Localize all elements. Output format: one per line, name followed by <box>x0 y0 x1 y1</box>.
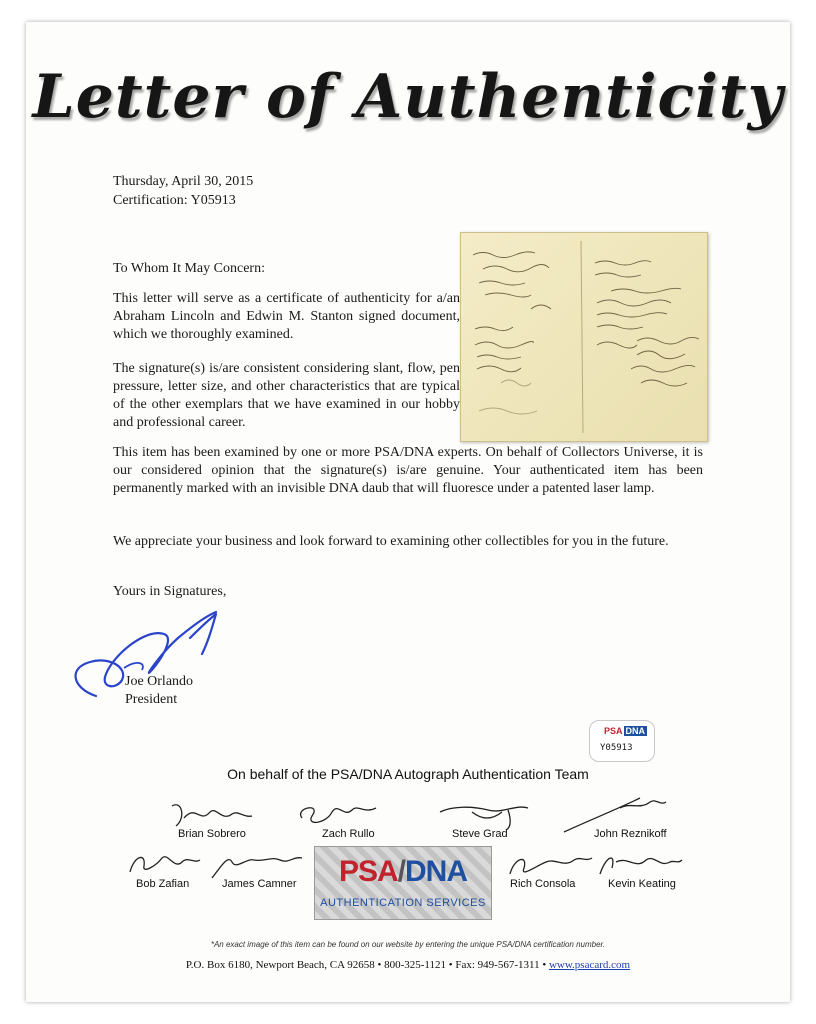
psa-dna-logo <box>314 846 492 920</box>
website-link[interactable]: www.psacard.com <box>548 959 631 971</box>
letter-date: Thursday, April 30, 2015 <box>113 174 254 189</box>
team-member-5: Bob Zafian <box>136 878 190 890</box>
logo-dna: DNA <box>405 855 468 888</box>
team-member-3: Steve Grad <box>452 828 508 840</box>
letter-paragraph-4: We appreciate your business and look forward to examining other collectibles for you in the future. <box>113 534 669 549</box>
signed-document-image <box>460 232 708 442</box>
team-member-1: Brian Sobrero <box>178 828 246 840</box>
cert-label-logo <box>604 726 647 736</box>
footer-address-text: P.O. Box 6180, Newport Beach, CA 92658 • 800-325-1121 • Fax: 949-567-1311 • <box>185 959 549 971</box>
psa-dna-wordmark <box>315 855 491 889</box>
signature-bob-zafian <box>122 848 202 880</box>
letter-page <box>26 22 790 1002</box>
signature-zach-rullo <box>292 798 382 832</box>
certification-number: Certification: Y05913 <box>113 193 236 208</box>
letter-closing: Yours in Signatures, <box>113 584 227 599</box>
document-handwriting <box>461 233 707 441</box>
signer-title: President <box>125 692 178 707</box>
team-heading: On behalf of the PSA/DNA Autograph Authentication Team <box>227 766 589 782</box>
logo-slash: / <box>397 855 406 888</box>
letter-paragraph-1: This letter will serve as a certificate of authenticity for a/an Abraham Lincoln and Edwin M. Stanton signed document, which we thoroughly examined. <box>113 291 460 342</box>
letter-greeting: To Whom It May Concern: <box>113 261 265 276</box>
signature-brian-sobrero <box>166 798 256 832</box>
letter-paragraph-3: This item has been examined by one or more PSA/DNA experts. On behalf of Collectors Universe, it is our considered opinion that the signature(s) is/are genuine. Your authenticated item has been permanently marked with an invisible DNA daub that will fluoresce under a patented laser lamp. <box>113 445 703 496</box>
team-member-6: James Camner <box>222 878 297 890</box>
team-member-8: Kevin Keating <box>608 878 676 890</box>
letter-title: Letter of Authenticity <box>32 62 784 132</box>
cert-label-dna: DNA <box>625 726 646 736</box>
signature-kevin-keating <box>594 848 684 880</box>
team-member-7: Rich Consola <box>510 878 576 890</box>
cert-label-number: Y05913 <box>600 743 633 753</box>
signature-steve-grad <box>432 798 532 832</box>
signer-block <box>125 673 193 709</box>
certification-label <box>589 720 655 762</box>
team-member-4: John Reznikoff <box>594 828 667 840</box>
logo-psa: PSA <box>338 855 398 888</box>
team-member-2: Zach Rullo <box>322 828 375 840</box>
letter-meta <box>113 172 253 210</box>
footer-address <box>26 959 790 971</box>
footer-note: *An exact image of this item can be found on our website by entering the unique PSA/DNA certification number. <box>210 940 606 949</box>
signer-name: Joe Orlando <box>125 674 194 689</box>
cert-label-psa: PSA <box>604 726 623 736</box>
letter-paragraph-2: The signature(s) is/are consistent considering slant, flow, pen pressure, letter size, and other characteristics that are typical of the other exemplars that we have examined in our hobby and professional career. <box>113 361 460 430</box>
logo-subtitle: AUTHENTICATION SERVICES <box>320 897 486 909</box>
signature-rich-consola <box>504 848 594 880</box>
